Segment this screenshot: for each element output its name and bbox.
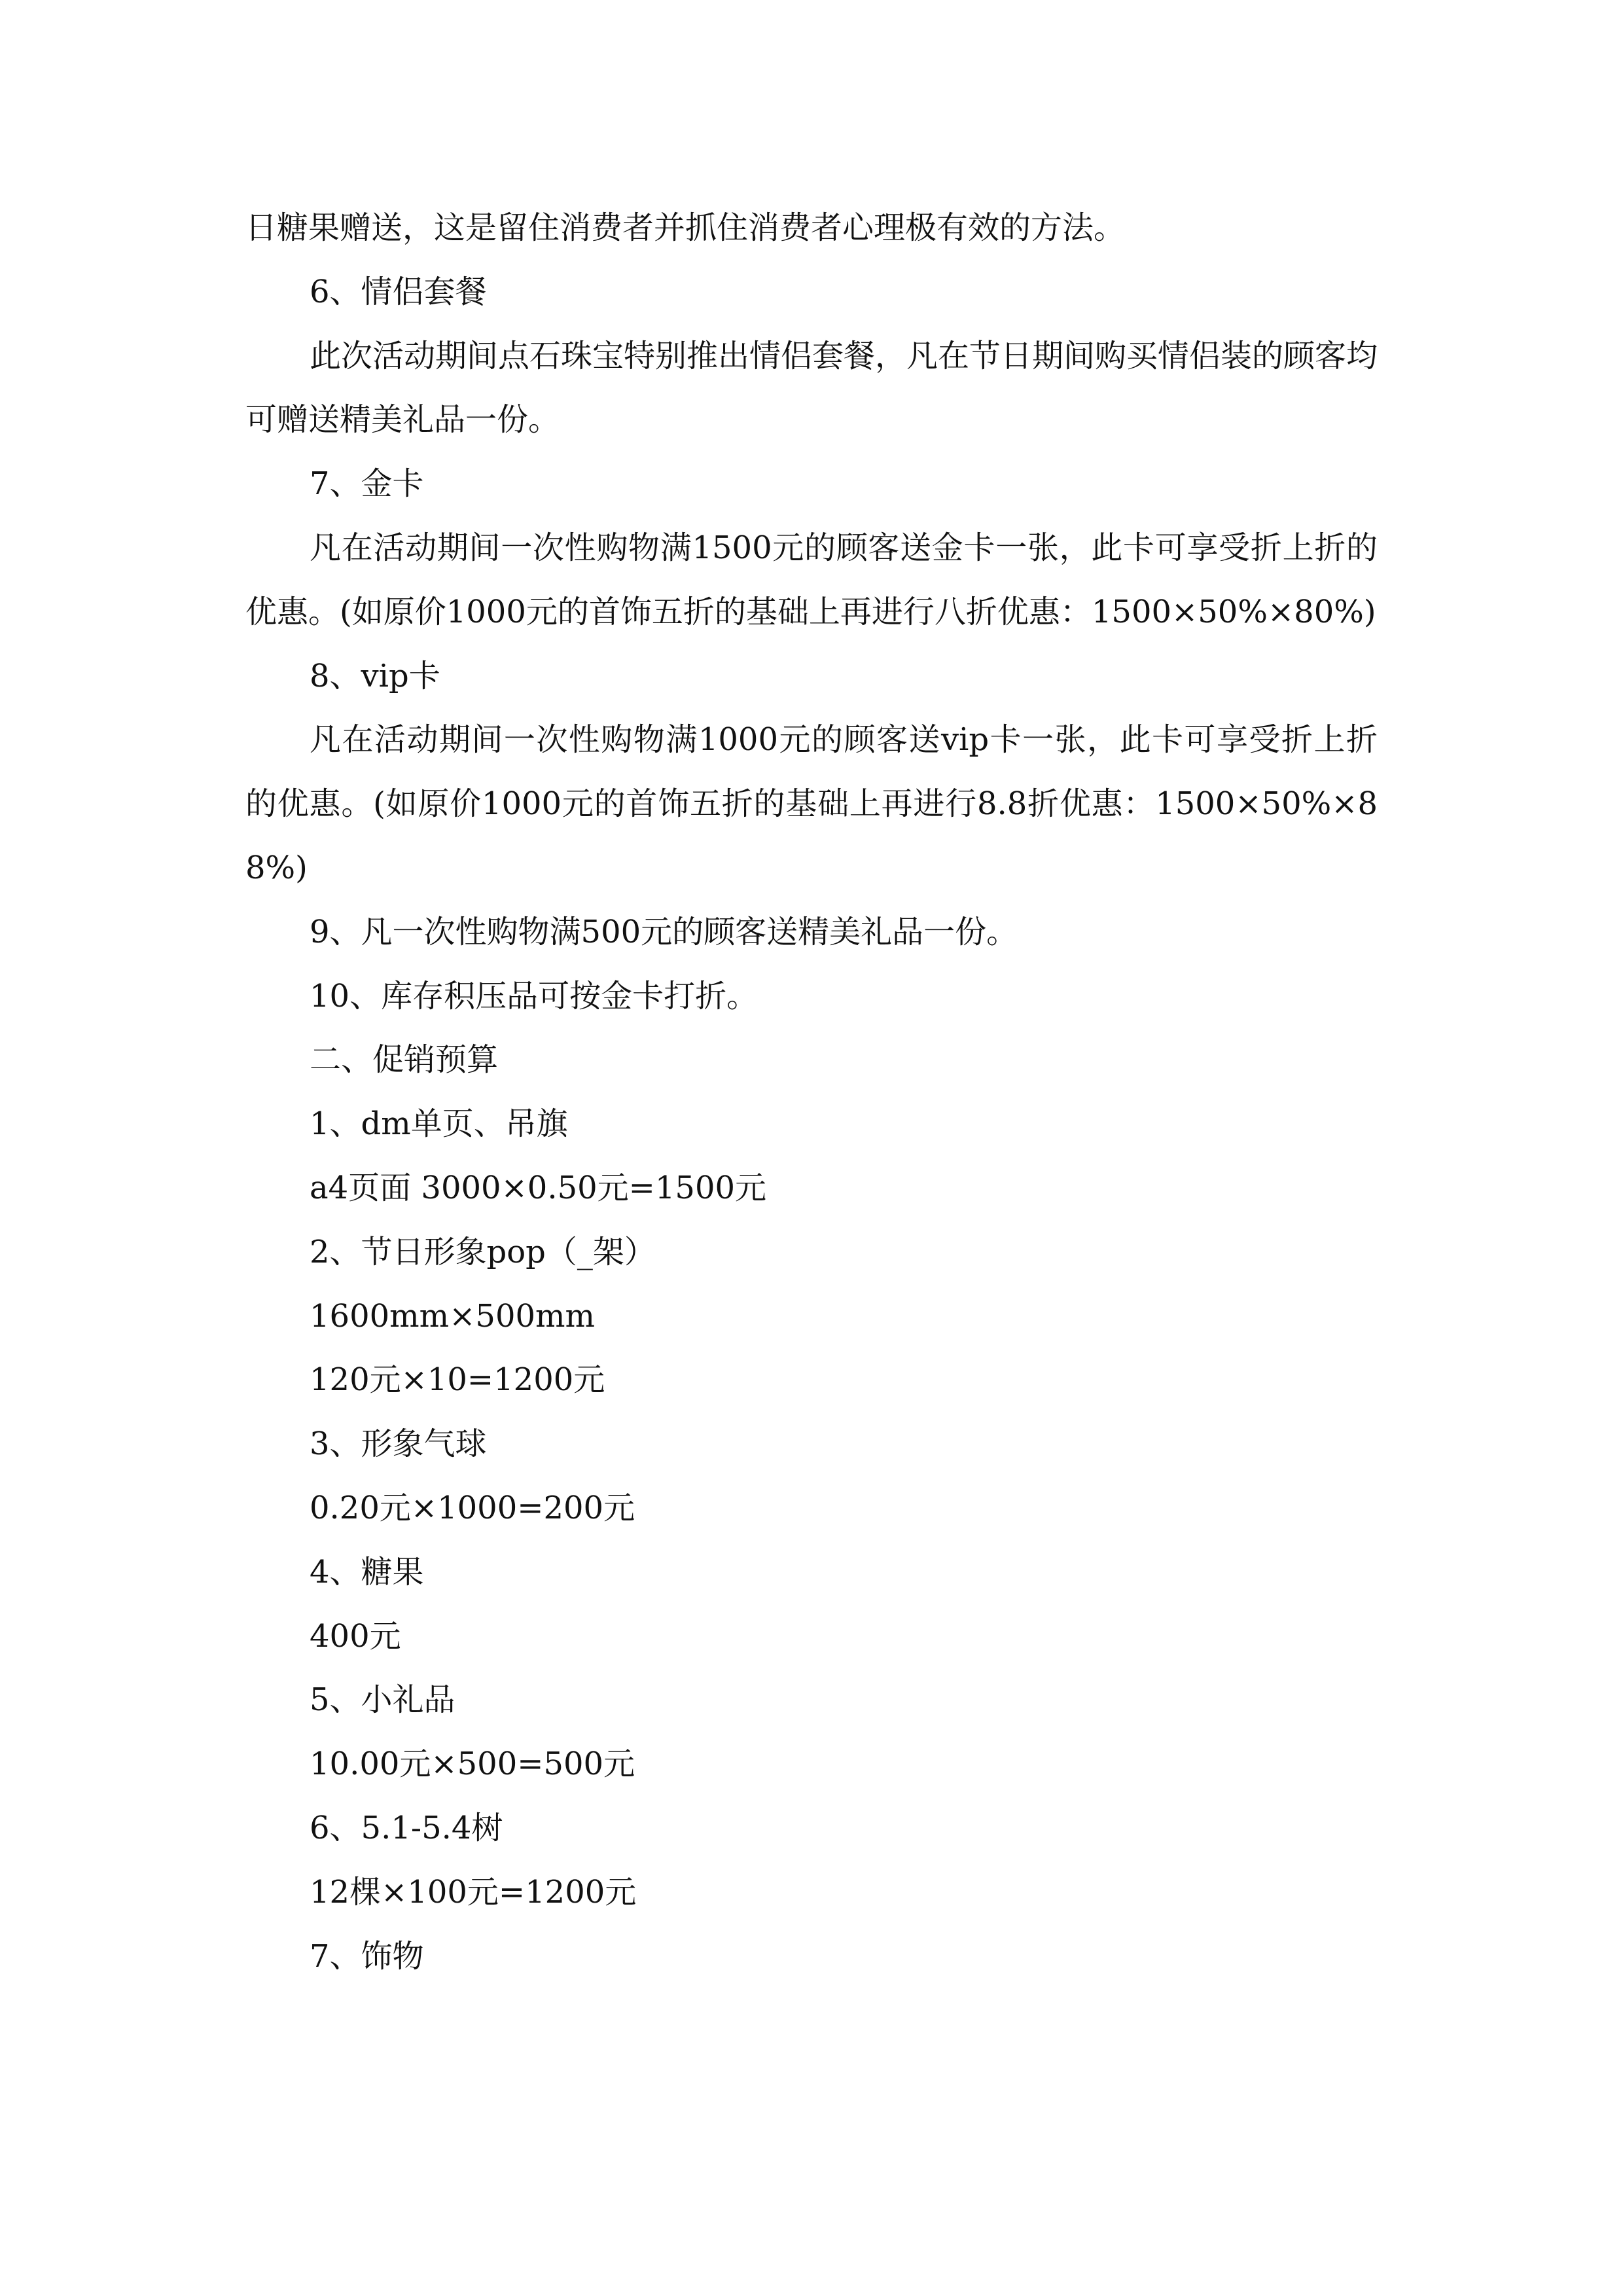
budget-item-candy: 4、糖果 — [310, 1553, 424, 1590]
budget-detail-dm: a4页面 3000×0.50元=1500元 — [310, 1169, 767, 1206]
budget-item-dm: 1、dm单页、吊旗 — [310, 1105, 568, 1143]
budget-item-decoration: 7、饰物 — [310, 1937, 424, 1975]
section-heading-budget: 二、促销预算 — [310, 1041, 499, 1079]
heading-vip-card: 8、vip卡 — [310, 657, 440, 694]
budget-item-tree: 6、5.1-5.4树 — [310, 1809, 503, 1846]
budget-detail-pop-cost: 120元×10=1200元 — [310, 1361, 605, 1399]
paragraph-vip-card: 凡在活动期间一次性购物满1000元的顾客送vip卡一张，此卡可享受折上折的优惠。(如原价1000元的首饰五折的基础上再进行8.8折优惠：1500×50%×88%) — [245, 721, 1378, 886]
paragraph-couple-package: 此次活动期间点石珠宝特别推出情侣套餐，凡在节日期间购买情侣装的顾客均可赠送精美礼品一份。 — [245, 337, 1378, 439]
budget-detail-balloon: 0.20元×1000=200元 — [310, 1489, 635, 1526]
budget-detail-candy: 400元 — [310, 1617, 401, 1655]
paragraph-candy-gift: 日糖果赠送，这是留住消费者并抓住消费者心理极有效的方法。 — [245, 209, 1126, 246]
budget-item-pop: 2、节日形象pop（_架） — [310, 1233, 656, 1270]
budget-detail-tree: 12棵×100元=1200元 — [310, 1873, 637, 1910]
item-gift-500: 9、凡一次性购物满500元的顾客送精美礼品一份。 — [310, 913, 1018, 950]
budget-item-balloon: 3、形象气球 — [310, 1426, 487, 1463]
heading-gold-card: 7、金卡 — [310, 465, 424, 503]
heading-couple-package: 6、情侣套餐 — [310, 273, 487, 310]
budget-detail-pop-size: 1600mm×500mm — [310, 1297, 596, 1335]
budget-item-small-gift: 5、小礼品 — [310, 1681, 455, 1719]
paragraph-gold-card: 凡在活动期间一次性购物满1500元的顾客送金卡一张，此卡可享受折上折的优惠。(如原价1000元的首饰五折的基础上再进行八折优惠：1500×50%×80%) — [245, 529, 1378, 630]
budget-detail-small-gift: 10.00元×500=500元 — [310, 1746, 635, 1783]
document-body — [245, 196, 1378, 1988]
item-inventory-discount: 10、库存积压品可按金卡打折。 — [310, 977, 758, 1014]
